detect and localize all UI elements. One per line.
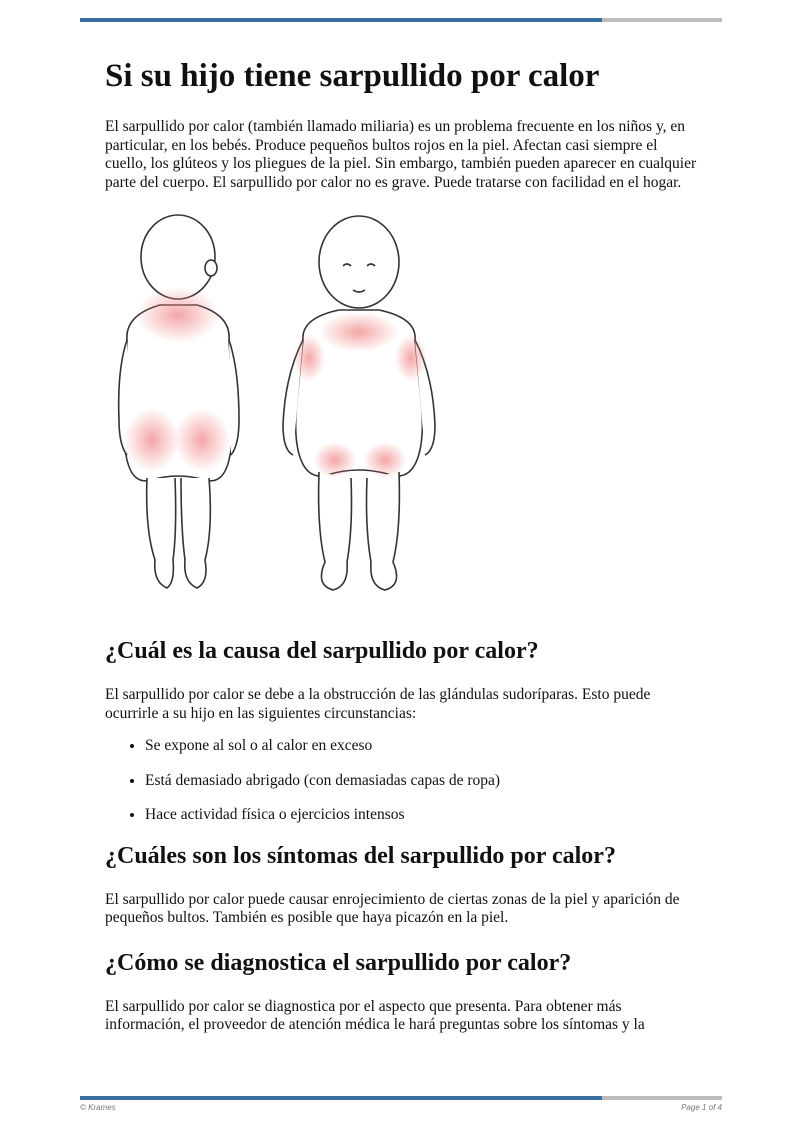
cause-heading: ¿Cuál es la causa del sarpullido por calor?: [105, 638, 539, 664]
baby-rash-illustration: [105, 210, 450, 610]
diagnosis-heading: ¿Cómo se diagnostica el sarpullido por calor?: [105, 949, 572, 976]
bottom-accent-bar-blue: [80, 1096, 602, 1100]
bottom-accent-bar-gray: [602, 1096, 722, 1100]
intro-paragraph: El sarpullido por calor (también llamado miliaria) es un problema frecuente en los niños y, en particular, en los bebés. Produce pequeños bultos rojos en la piel. Afectan casi siempre el cuello, los glúteos y los pliegues de la piel. Sin embargo, también pueden aparecer en cualquier parte del cuerpo. El sarpullido por calor no es grave. Puede tratarse con facilidad en el hogar.: [105, 118, 697, 191]
top-accent-bar: [80, 18, 722, 22]
top-accent-bar-blue: [80, 18, 602, 22]
top-accent-bar-gray: [602, 18, 722, 22]
diagnosis-paragraph: El sarpullido por calor se diagnostica por el aspecto que presenta. Para obtener más información, el proveedor de atención médica le hará preguntas sobre los síntomas y la: [105, 997, 645, 1033]
baby-back-view: [119, 215, 239, 588]
document-content: [105, 56, 697, 1035]
baby-front-view: [283, 216, 435, 590]
cause-list: [105, 737, 697, 825]
list-item: • Está demasiado abrigado (con demasiadas capas de ropa): [145, 772, 697, 791]
list-item: • Hace actividad física o ejercicios intensos: [145, 806, 697, 825]
footer-copyright: © Krames: [80, 1103, 116, 1112]
page-title: Si su hijo tiene sarpullido por calor: [105, 58, 600, 94]
list-item: • Se expone al sol o al calor en exceso: [145, 737, 697, 756]
footer-page-number: Page 1 of 4: [681, 1103, 722, 1112]
cause-paragraph: El sarpullido por calor se debe a la obstrucción de las glándulas sudoríparas. Esto puede ocurrirle a su hijo en las siguientes circunstancias:: [105, 686, 651, 722]
symptoms-heading: ¿Cuáles son los síntomas del sarpullido por calor?: [105, 842, 616, 869]
bottom-accent-bar: [80, 1096, 722, 1100]
symptoms-paragraph: El sarpullido por calor puede causar enrojecimiento de ciertas zonas de la piel y aparición de pequeños bultos. También es posible que haya picazón en la piel.: [105, 890, 680, 926]
